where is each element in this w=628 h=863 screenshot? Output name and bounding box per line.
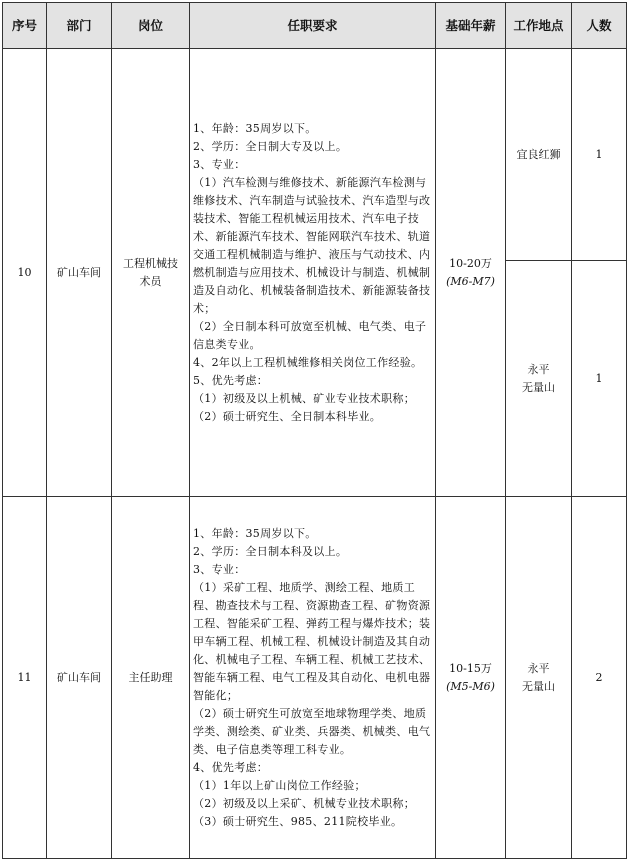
header-requirements: 任职要求: [190, 3, 436, 49]
row-post-text: 工程机械技术员: [123, 256, 178, 288]
requirement-line: （2）初级及以上采矿、机械专业技术职称；: [193, 796, 415, 810]
requirement-line: 5、优先考虑：: [193, 373, 269, 387]
requirement-line: （3）硕士研究生、985、211院校毕业。: [193, 814, 403, 828]
requirement-line: （2）硕士研究生可放宽至地球物理学类、地质学类、测绘类、矿业类、兵器类、机械类、电气类、电子信息类等理工科专业。: [193, 706, 431, 756]
salary-range: 10-15万: [449, 661, 492, 675]
requirement-line: 1、年龄：35周岁以下。: [193, 526, 317, 540]
requirement-line: 2、学历：全日制本科及以上。: [193, 544, 348, 558]
row-salary: [436, 49, 506, 497]
header-post: 岗位: [112, 3, 190, 49]
header-row: [3, 3, 627, 49]
row-location: [506, 261, 572, 497]
row-no: 11: [3, 497, 47, 859]
table-row: [3, 497, 627, 859]
requirement-line: 2、学历：全日制大专及以上。: [193, 139, 348, 153]
requirement-line: （1）1年以上矿山岗位工作经验；: [193, 778, 366, 792]
salary-level: (M6-M7): [446, 274, 495, 288]
header-no: 序号: [3, 3, 47, 49]
requirement-line: （1）初级及以上机械、矿业专业技术职称；: [193, 391, 415, 405]
header-salary: 基础年薪: [436, 3, 506, 49]
row-count: 1: [572, 261, 627, 497]
row-no: 10: [3, 49, 47, 497]
table-row: [3, 49, 627, 261]
requirement-line: 3、专业：: [193, 157, 246, 171]
header-dept: 部门: [47, 3, 112, 49]
row-count: 2: [572, 497, 627, 859]
row-location: [506, 497, 572, 859]
row-post-text: 主任助理: [128, 670, 173, 684]
header-count: 人数: [572, 3, 627, 49]
requirement-line: （1）汽车检测与维修技术、新能源汽车检测与维修技术、汽车制造与试验技术、汽车造型与改装技术、智能工程机械运用技术、汽车电子技术、新能源汽车技术、智能网联汽车技术、轨道交通工程机械制造与维护、液压与气动技术、内燃机制造与应用技术、机械设计与制造、机械制造及自动化、机械装备制造技术、新能源装备技术；: [193, 175, 431, 315]
row-count: 1: [572, 49, 627, 261]
location-text: 无量山: [522, 380, 555, 394]
recruitment-table: [2, 2, 627, 859]
location-text: 永平: [527, 362, 550, 376]
location-text: 宜良红狮: [516, 147, 561, 161]
row-post: [112, 497, 190, 859]
row-salary: [436, 497, 506, 859]
requirement-line: 3、专业：: [193, 562, 246, 576]
requirement-line: 4、优先考虑：: [193, 760, 269, 774]
row-requirements: [190, 49, 436, 497]
requirement-line: （1）采矿工程、地质学、测绘工程、地质工程、勘查技术与工程、资源勘查工程、矿物资源工程、智能采矿工程、弹药工程与爆炸技术；装甲车辆工程、机械工程、机械设计制造及其自动化、机械电子工程、车辆工程、机械工艺技术、智能车辆工程、电气工程及其自动化、电机电器智能化；: [193, 580, 431, 702]
salary-range: 10-20万: [449, 256, 492, 270]
row-dept: 矿山车间: [47, 49, 112, 497]
row-post: [112, 49, 190, 497]
requirement-line: （2）全日制本科可放宽至机械、电气类、电子信息类专业。: [193, 319, 427, 351]
salary-level: (M5-M6): [446, 679, 495, 693]
header-location: 工作地点: [506, 3, 572, 49]
requirement-line: 1、年龄：35周岁以下。: [193, 121, 317, 135]
location-text: 无量山: [522, 679, 555, 693]
location-text: 永平: [527, 661, 550, 675]
row-requirements: [190, 497, 436, 859]
requirement-line: 4、2年以上工程机械维修相关岗位工作经验。: [193, 355, 423, 369]
row-dept: 矿山车间: [47, 497, 112, 859]
row-location: [506, 49, 572, 261]
requirement-line: （2）硕士研究生、全日制本科毕业。: [193, 409, 382, 423]
